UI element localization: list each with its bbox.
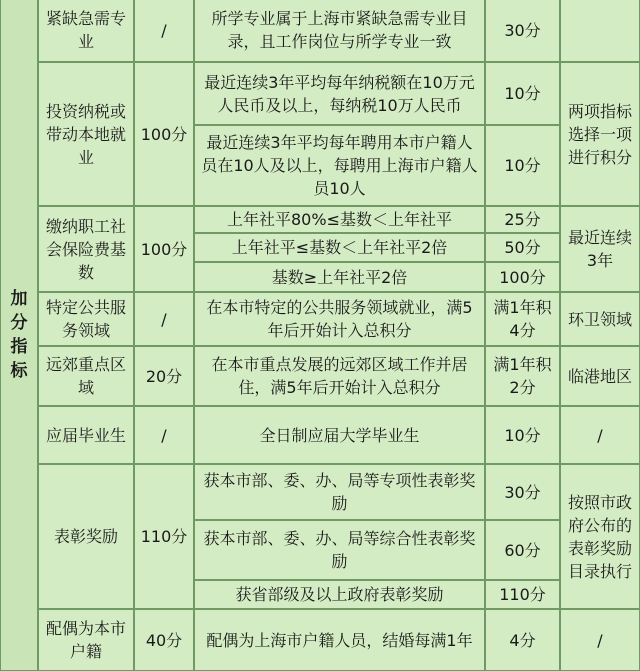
condition-cell: 在本市重点发展的远郊区域工作并居住，满5年后开始计入总积分 (194, 346, 485, 406)
condition-cell: 所学专业属于上海市紧缺急需专业目录，且工作岗位与所学专业一致 (194, 0, 485, 62)
note-cell: / (560, 609, 640, 671)
score-cell: 满1年积2分 (485, 346, 560, 406)
condition-cell: 基数≥上年社平2倍 (194, 262, 485, 292)
condition-cell: 在本市特定的公共服务领域就业，满5年后开始计入总积分 (194, 292, 485, 346)
cap-cell: 40分 (134, 609, 194, 671)
note-cell: / (560, 406, 640, 464)
score-cell: 10分 (485, 406, 560, 464)
cap-cell: / (134, 292, 194, 346)
condition-cell: 最近连续3年平均每年聘用本市户籍人员在10人及以上，每聘用上海市户籍人员10人 (194, 125, 485, 206)
condition-cell: 全日制应届大学毕业生 (194, 406, 485, 464)
category-cell: 紧缺急需专业 (38, 0, 134, 62)
cap-cell: 110分 (134, 464, 194, 609)
score-cell: 25分 (485, 206, 560, 233)
note-cell: 按照市政府公布的表彰奖励目录执行 (560, 464, 640, 609)
condition-cell: 获省部级及以上政府表彰奖励 (194, 580, 485, 609)
score-cell: 10分 (485, 62, 560, 125)
score-cell: 50分 (485, 233, 560, 262)
category-cell: 配偶为本市户籍 (38, 609, 134, 671)
cap-cell: / (134, 406, 194, 464)
section-label: 加分指标 (0, 0, 38, 671)
score-cell: 4分 (485, 609, 560, 671)
score-cell: 100分 (485, 262, 560, 292)
note-cell: 环卫领域 (560, 292, 640, 346)
condition-cell: 获本市部、委、办、局等综合性表彰奖励 (194, 520, 485, 580)
condition-cell: 上年社平≤基数＜上年社平2倍 (194, 233, 485, 262)
condition-cell: 获本市部、委、办、局等专项性表彰奖励 (194, 464, 485, 520)
cap-cell: 20分 (134, 346, 194, 406)
cap-cell: 100分 (134, 62, 194, 206)
category-cell: 特定公共服务领域 (38, 292, 134, 346)
condition-cell: 配偶为上海市户籍人员，结婚每满1年 (194, 609, 485, 671)
score-cell: 110分 (485, 580, 560, 609)
category-cell: 应届毕业生 (38, 406, 134, 464)
note-cell: 两项指标选择一项进行积分 (560, 62, 640, 206)
note-cell (560, 0, 640, 62)
note-cell: 最近连续3年 (560, 206, 640, 292)
category-cell: 远郊重点区域 (38, 346, 134, 406)
condition-cell: 上年社平80%≤基数＜上年社平 (194, 206, 485, 233)
score-cell: 60分 (485, 520, 560, 580)
score-cell: 满1年积4分 (485, 292, 560, 346)
score-cell: 10分 (485, 125, 560, 206)
score-cell: 30分 (485, 0, 560, 62)
cap-cell: / (134, 0, 194, 62)
cap-cell: 100分 (134, 206, 194, 292)
score-cell: 30分 (485, 464, 560, 520)
category-cell: 缴纳职工社会保险费基数 (38, 206, 134, 292)
category-cell: 表彰奖励 (38, 464, 134, 609)
note-cell: 临港地区 (560, 346, 640, 406)
category-cell: 投资纳税或带动本地就业 (38, 62, 134, 206)
condition-cell: 最近连续3年平均每年纳税额在10万元人民币及以上，每纳税10万人民币 (194, 62, 485, 125)
